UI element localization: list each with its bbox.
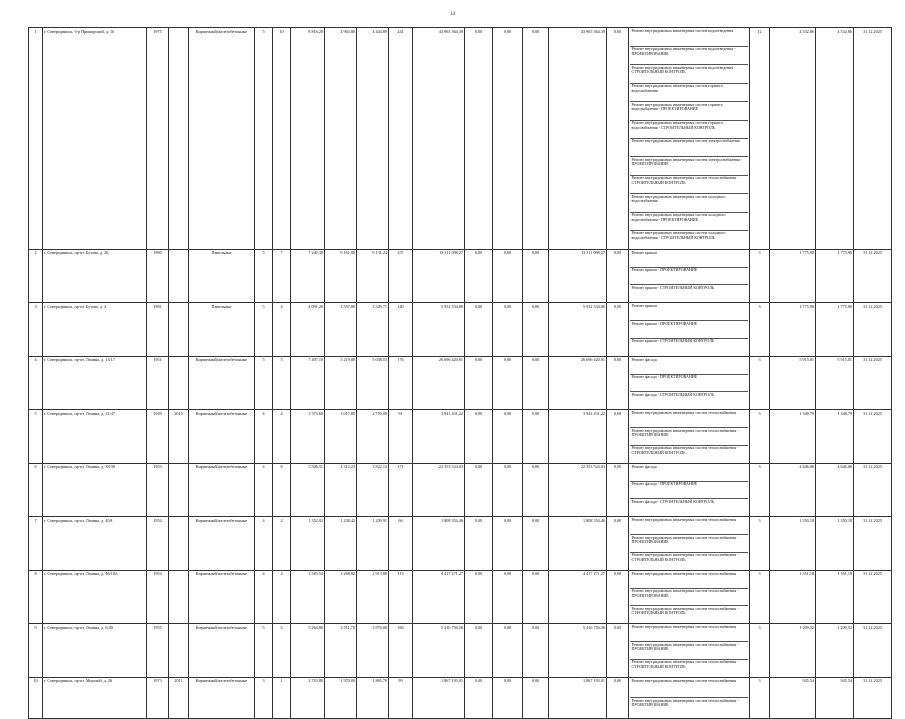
cell-row-number: 3 [29, 303, 43, 357]
cell-wall-material: Кирпичный/железобетонные [189, 677, 255, 718]
cell-max-cost: 4 532,86 [816, 28, 854, 250]
cell-cost-total: 43 965 364,39 [413, 28, 465, 250]
work-type-line: Ремонт внутридомовых инженерных систем теплоснабжения - СТРОИТЕЛЬНЫЙ КОНТРОЛЬ [631, 659, 739, 669]
cell-area-residential: 2 750,00 [357, 410, 389, 464]
cell-area-total: 4 091,20 [291, 303, 325, 357]
work-type-line: Ремонт внутридомовых инженерных систем теплоснабжения - ПРОЕКТИРОВАНИЕ [630, 535, 748, 553]
cell-fund-owners: 43 965 364,39 [549, 28, 607, 250]
cell-fund-other: 0,00 [607, 303, 629, 357]
cell-fund-other: 0,00 [607, 677, 629, 718]
cell-year-reconstructed [169, 28, 189, 250]
cell-wall-material: Кирпичный/железобетонные [189, 570, 255, 624]
cell-resident-count: 113 [389, 570, 413, 624]
cell-work-count: 3 [750, 463, 770, 517]
cell-address: г. Северодвинск, б-р Приморский, д. 16 [43, 28, 147, 250]
cell-resident-count: 169 [389, 624, 413, 678]
cell-cost-total: 3 941 431,22 [413, 410, 465, 464]
cell-cost-total: 1 808 354,46 [413, 517, 465, 571]
cell-fund-owners: 5 932 534,80 [549, 303, 607, 357]
cell-year-reconstructed [169, 463, 189, 517]
cell-floor-count: 5 [255, 356, 273, 410]
work-type-line: Ремонт крыши - ПРОЕКТИРОВАНИЕ [630, 268, 748, 286]
cell-address: г. Северодвинск, пр-кт. Ленина, д. 6/49 [43, 624, 147, 678]
cell-unit-cost: 1 775,90 [770, 303, 816, 357]
cell-fund-a: 0,00 [465, 356, 493, 410]
cell-work-count: 3 [750, 249, 770, 303]
cell-cost-total: 13 311 098,27 [413, 249, 465, 303]
cell-fund-c: 0,00 [523, 677, 549, 718]
cell-fund-c: 0,00 [523, 249, 549, 303]
cell-deadline: 31.12.2025 [854, 28, 892, 250]
cell-entrance-count: 2 [273, 517, 291, 571]
cell-fund-other: 0,00 [607, 410, 629, 464]
cell-year-built: 1954 [147, 517, 169, 571]
table-row [29, 570, 892, 624]
table-body [29, 28, 892, 719]
cell-area-residential: 5 038,53 [357, 356, 389, 410]
work-type-line: Ремонт внутридомовых инженерных систем водоотведения [630, 29, 748, 47]
cell-max-cost: 1 348,79 [816, 410, 854, 464]
cell-area-living: 1 238,42 [325, 517, 357, 571]
work-type-line: Ремонт внутридомовых инженерных систем теплоснабжения - СТРОИТЕЛЬНЫЙ КОНТРОЛЬ [631, 445, 739, 455]
cell-fund-c: 0,00 [523, 624, 549, 678]
cell-max-cost: 1 775,90 [816, 303, 854, 357]
cell-area-residential: 2 913,88 [357, 570, 389, 624]
cell-row-number: 7 [29, 517, 43, 571]
cell-row-number: 10 [29, 677, 43, 718]
cell-floor-count: 5 [255, 28, 273, 250]
work-type-line: Ремонт внутридомовых инженерных систем теплоснабжения [630, 518, 748, 536]
work-type-line: Ремонт фасада - СТРОИТЕЛЬНЫЙ КОНТРОЛЬ [631, 499, 715, 504]
cell-area-total: 8 816,20 [291, 28, 325, 250]
cell-area-total: 7 240,30 [291, 249, 325, 303]
cell-fund-other: 0,00 [607, 624, 629, 678]
cell-address: г. Северодвинск, пр-кт. Ленина, д. 46/102 [43, 570, 147, 624]
cell-address: г. Северодвинск, пр-кт. Ленина, д. 13/17 [43, 356, 147, 410]
cell-deadline: 31.12.2025 [854, 303, 892, 357]
cell-max-cost: 1 351,18 [816, 570, 854, 624]
cell-fund-c: 0,00 [523, 303, 549, 357]
work-type-line: Ремонт внутридомовых инженерных систем электроснабжения [630, 139, 748, 157]
cell-year-reconstructed [169, 570, 189, 624]
cell-deadline: 31.12.2025 [854, 463, 892, 517]
cell-fund-c: 0,00 [523, 517, 549, 571]
cell-unit-cost: 4 532,86 [770, 28, 816, 250]
cell-fund-owners: 13 311 098,27 [549, 249, 607, 303]
work-type-line: Ремонт внутридомовых инженерных систем электроснабжения - ПРОЕКТИРОВАНИЕ [630, 157, 748, 175]
cell-floor-count: 5 [255, 249, 273, 303]
cell-area-residential: 3 976,00 [357, 624, 389, 678]
cell-year-reconstructed [169, 356, 189, 410]
work-type-line: Ремонт крыши - СТРОИТЕЛЬНЫЙ КОНТРОЛЬ [631, 338, 715, 344]
work-type-line: Ремонт фасада [630, 357, 748, 375]
cell-wall-material: Кирпичный/железобетонные [189, 517, 255, 571]
cell-year-reconstructed [169, 303, 189, 357]
cell-work-count: 3 [750, 356, 770, 410]
cell-area-total: 2 719,80 [291, 677, 325, 718]
cell-address: г. Северодвинск, пр-кт. Ленина, д. 21/47 [43, 410, 147, 464]
cell-year-built: 1953 [147, 463, 169, 517]
table-row [29, 303, 892, 357]
work-type-line: Ремонт внутридомовых инженерных систем теплоснабжения [630, 678, 748, 698]
work-type-line: Ремонт крыши - ПРОЕКТИРОВАНИЕ [630, 321, 748, 339]
cell-fund-a: 0,00 [465, 303, 493, 357]
cell-resident-count: 91 [389, 410, 413, 464]
cell-wall-material: Кирпичный/железобетонные [189, 410, 255, 464]
cell-area-total: 1 352,02 [291, 517, 325, 571]
cell-wall-material: Кирпичный/железобетонные [189, 28, 255, 250]
cell-wall-material: Панельные [189, 303, 255, 357]
cell-floor-count: 4 [255, 517, 273, 571]
work-type-line: Ремонт внутридомовых инженерных систем теплоснабжения - ПРОЕКТИРОВАНИЕ [630, 642, 748, 660]
cell-area-residential: 1 209,91 [357, 517, 389, 571]
cell-row-number: 8 [29, 570, 43, 624]
cell-resident-count: 99 [389, 677, 413, 718]
table-row [29, 356, 892, 410]
cell-work-count: 3 [750, 410, 770, 464]
work-type-line: Ремонт внутридомовых инженерных систем холодного водоснабжения [630, 194, 748, 212]
cell-max-cost: 5 915,01 [816, 356, 854, 410]
cell-work-count: 3 [750, 303, 770, 357]
cell-fund-other: 0,00 [607, 356, 629, 410]
table-row [29, 677, 892, 718]
cell-cost-total: 22 353 524,03 [413, 463, 465, 517]
cell-address: г. Северодвинск, пр-кт. Бутова, д. 2Б [43, 249, 147, 303]
cell-max-cost: 945,54 [816, 677, 854, 718]
cell-floor-count: 4 [255, 463, 273, 517]
cell-fund-a: 0,00 [465, 410, 493, 464]
cell-wall-material: Кирпичный/железобетонные [189, 356, 255, 410]
cell-fund-other: 0,00 [607, 463, 629, 517]
table-row [29, 517, 892, 571]
cell-year-reconstructed [169, 517, 189, 571]
cell-fund-b: 0,00 [493, 356, 523, 410]
cell-work-types [629, 356, 750, 410]
cell-fund-b: 0,00 [493, 677, 523, 718]
cell-fund-a: 0,00 [465, 28, 493, 250]
cell-row-number: 9 [29, 624, 43, 678]
table-row [29, 249, 892, 303]
cell-year-built: 1980 [147, 249, 169, 303]
cell-work-count: 3 [750, 517, 770, 571]
work-type-line: Ремонт внутридомовых инженерных систем холодного водоснабжения - СТРОИТЕЛЬНЫЙ КОНТРОЛЬ [631, 230, 726, 241]
cell-resident-count: 140 [389, 303, 413, 357]
work-type-line: Ремонт фасада - СТРОИТЕЛЬНЫЙ КОНТРОЛЬ [631, 392, 715, 397]
cell-fund-a: 0,00 [465, 677, 493, 718]
cell-year-built: 1955 [147, 624, 169, 678]
cell-fund-b: 0,00 [493, 249, 523, 303]
cell-fund-b: 0,00 [493, 570, 523, 624]
work-type-line: Ремонт внутридомовых инженерных систем горячего водоснабжения - СТРОИТЕЛЬНЫЙ КОНТРОЛЬ [630, 121, 748, 139]
cell-address: г. Северодвинск, пр-кт. Бутова, д. 4 [43, 303, 147, 357]
cell-area-living: 5 219,00 [325, 356, 357, 410]
cell-cost-total: 5 416 756,56 [413, 624, 465, 678]
cell-wall-material: Кирпичный/железобетонные [189, 463, 255, 517]
cell-area-total: 3 583,54 [291, 570, 325, 624]
cell-max-cost: 1 775,90 [816, 249, 854, 303]
cell-floor-count: 5 [255, 303, 273, 357]
cell-address: г. Северодвинск, пр-кт. Морской, д. 26 [43, 677, 147, 718]
cell-unit-cost: 5 915,01 [770, 356, 816, 410]
repair-program-table [28, 27, 892, 719]
cell-resident-count: 257 [389, 249, 413, 303]
page-number: 14 [450, 12, 455, 17]
cell-area-total: 5 506,51 [291, 463, 325, 517]
cell-work-types [629, 570, 750, 624]
cell-unit-cost: 1 775,90 [770, 249, 816, 303]
cell-area-living: 1 970,00 [325, 677, 357, 718]
cell-year-built: 1949 [147, 410, 169, 464]
cell-fund-b: 0,00 [493, 624, 523, 678]
work-type-line: Ремонт внутридомовых инженерных систем теплоснабжения [630, 411, 748, 429]
cell-entrance-count: 5 [273, 356, 291, 410]
work-type-line: Ремонт фасада [630, 464, 748, 482]
cell-deadline: 31.12.2025 [854, 677, 892, 718]
cell-year-built: 1973 [147, 677, 169, 718]
cell-unit-cost: 945,54 [770, 677, 816, 718]
cell-floor-count: 5 [255, 624, 273, 678]
cell-work-count: 3 [750, 624, 770, 678]
table-row [29, 28, 892, 250]
cell-resident-count: 66 [389, 517, 413, 571]
cell-fund-owners: 1 808 354,46 [549, 517, 607, 571]
work-type-line: Ремонт внутридомовых инженерных систем водоотведения - ПРОЕКТИРОВАНИЕ [630, 47, 748, 65]
cell-work-count: 12 [750, 28, 770, 250]
work-type-line: Ремонт внутридомовых инженерных систем теплоснабжения [630, 625, 748, 643]
cell-deadline: 31.12.2025 [854, 356, 892, 410]
cell-deadline: 31.12.2025 [854, 410, 892, 464]
cell-area-living: 3 268,82 [325, 570, 357, 624]
cell-entrance-count: 1 [273, 677, 291, 718]
cell-unit-cost: 1 350,18 [770, 517, 816, 571]
work-type-line: Ремонт внутридомовых инженерных систем горячего водоснабжения - ПРОЕКТИРОВАНИЕ [630, 102, 748, 120]
cell-wall-material: Панельные [189, 249, 255, 303]
cell-fund-other: 0,00 [607, 28, 629, 250]
cell-fund-b: 0,00 [493, 28, 523, 250]
cell-entrance-count: 4 [273, 303, 291, 357]
table-row [29, 410, 892, 464]
cell-fund-c: 0,00 [523, 28, 549, 250]
work-type-line: Ремонт крыши - СТРОИТЕЛЬНЫЙ КОНТРОЛЬ [631, 285, 715, 290]
cell-area-living: 6 161,90 [325, 249, 357, 303]
cell-area-living: 3 017,80 [325, 410, 357, 464]
cell-fund-b: 0,00 [493, 410, 523, 464]
cell-fund-b: 0,00 [493, 463, 523, 517]
cell-fund-other: 0,00 [607, 517, 629, 571]
cell-fund-owners: 4 417 271,27 [549, 570, 607, 624]
cell-fund-a: 0,00 [465, 624, 493, 678]
cell-entrance-count: 4 [273, 410, 291, 464]
work-type-line: Ремонт внутридомовых инженерных систем теплоснабжения - ПРОЕКТИРОВАНИЕ [630, 589, 748, 607]
cell-fund-owners: 22 353 524,03 [549, 463, 607, 517]
cell-area-residential: 3 349,71 [357, 303, 389, 357]
cell-work-types [629, 463, 750, 517]
cell-fund-owners: 3 941 431,22 [549, 410, 607, 464]
cell-deadline: 31.12.2025 [854, 624, 892, 678]
cell-resident-count: 241 [389, 28, 413, 250]
cell-fund-c: 0,00 [523, 463, 549, 517]
cell-work-types [629, 303, 750, 357]
cell-address: г. Северодвинск, пр-кт. Ленина, д. 38/39 [43, 463, 147, 517]
cell-max-cost: 1 350,18 [816, 517, 854, 571]
cell-fund-owners: 26 696 420,91 [549, 356, 607, 410]
work-type-line: Ремонт внутридомовых инженерных систем теплоснабжения - СТРОИТЕЛЬНЫЙ КОНТРОЛЬ [630, 176, 748, 194]
cell-area-residential: 1 865,70 [357, 677, 389, 718]
cell-year-reconstructed: 2011 [169, 677, 189, 718]
cell-deadline: 31.12.2025 [854, 570, 892, 624]
cell-resident-count: 176 [389, 356, 413, 410]
cell-entrance-count: 7 [273, 249, 291, 303]
cell-fund-owners: 5 416 756,56 [549, 624, 607, 678]
table-row [29, 624, 892, 678]
work-type-line: Ремонт крыши [630, 250, 748, 268]
cell-area-residential: 4 444,89 [357, 28, 389, 250]
cell-fund-b: 0,00 [493, 303, 523, 357]
cell-deadline: 31.12.2025 [854, 517, 892, 571]
cell-work-types [629, 624, 750, 678]
work-type-line: Ремонт внутридомовых инженерных систем водоотведения - СТРОИТЕЛЬНЫЙ КОНТРОЛЬ [630, 65, 748, 83]
cell-year-built: 1954 [147, 570, 169, 624]
cell-fund-c: 0,00 [523, 356, 549, 410]
cell-resident-count: 171 [389, 463, 413, 517]
cell-wall-material: Кирпичный/железобетонные [189, 624, 255, 678]
cell-year-reconstructed [169, 624, 189, 678]
cell-entrance-count: 8 [273, 463, 291, 517]
cell-area-residential: 3 822,12 [357, 463, 389, 517]
cell-area-total: 3 373,60 [291, 410, 325, 464]
cell-cost-total: 5 932 534,80 [413, 303, 465, 357]
cell-year-built: 1975 [147, 28, 169, 250]
cell-year-reconstructed: 2015 [169, 410, 189, 464]
work-type-line: Ремонт внутридомовых инженерных систем теплоснабжения - СТРОИТЕЛЬНЫЙ КОНТРОЛЬ [631, 606, 739, 616]
cell-row-number: 1 [29, 28, 43, 250]
cell-area-living: 4 312,23 [325, 463, 357, 517]
cell-area-total: 7 407,10 [291, 356, 325, 410]
cell-fund-a: 0,00 [465, 517, 493, 571]
table-row [29, 463, 892, 517]
cell-year-built: 1951 [147, 356, 169, 410]
cell-row-number: 4 [29, 356, 43, 410]
cell-work-types [629, 28, 750, 250]
work-type-line: Ремонт внутридомовых инженерных систем теплоснабжения - СТРОИТЕЛЬНЫЙ КОНТРОЛЬ [631, 552, 739, 562]
cell-unit-cost: 1 351,18 [770, 570, 816, 624]
cell-floor-count: 4 [255, 570, 273, 624]
cell-work-count: 3 [750, 677, 770, 718]
cell-fund-other: 0,00 [607, 249, 629, 303]
cell-area-living: 4 963,80 [325, 28, 357, 250]
cell-area-living: 3 557,80 [325, 303, 357, 357]
cell-area-total: 5 264,80 [291, 624, 325, 678]
work-type-line: Ремонт внутридомовых инженерных систем горячего водоснабжения [630, 84, 748, 102]
cell-cost-total: 26 696 420,91 [413, 356, 465, 410]
cell-fund-other: 0,00 [607, 570, 629, 624]
cell-year-reconstructed [169, 249, 189, 303]
cell-work-types [629, 410, 750, 464]
cell-address: г. Северодвинск, пр-кт. Ленина, д. 40А [43, 517, 147, 571]
cell-entrance-count: 4 [273, 570, 291, 624]
cell-entrance-count: 5 [273, 624, 291, 678]
cell-work-types [629, 249, 750, 303]
cell-fund-a: 0,00 [465, 570, 493, 624]
cell-year-built: 1981 [147, 303, 169, 357]
cell-fund-c: 0,00 [523, 570, 549, 624]
cell-deadline: 31.12.2025 [854, 249, 892, 303]
work-type-line: Ремонт фасада - ПРОЕКТИРОВАНИЕ [630, 375, 748, 393]
cell-cost-total: 4 417 271,27 [413, 570, 465, 624]
cell-fund-a: 0,00 [465, 463, 493, 517]
cell-work-types [629, 677, 750, 718]
cell-work-types [629, 517, 750, 571]
cell-row-number: 5 [29, 410, 43, 464]
cell-area-residential: 6 131,24 [357, 249, 389, 303]
work-type-line: Ремонт внутридомовых инженерных систем холодного водоснабжения - ПРОЕКТИРОВАНИЕ [630, 213, 748, 231]
cell-fund-c: 0,00 [523, 410, 549, 464]
cell-row-number: 2 [29, 249, 43, 303]
cell-unit-cost: 1 348,79 [770, 410, 816, 464]
cell-floor-count: 3 [255, 677, 273, 718]
cell-max-cost: 4 646,06 [816, 463, 854, 517]
cell-work-count: 3 [750, 570, 770, 624]
work-type-line: Ремонт внутридомовых инженерных систем теплоснабжения - ПРОЕКТИРОВАНИЕ [631, 698, 739, 708]
cell-floor-count: 4 [255, 410, 273, 464]
cell-area-living: 4 511,70 [325, 624, 357, 678]
cell-fund-a: 0,00 [465, 249, 493, 303]
cell-entrance-count: 10 [273, 28, 291, 250]
work-type-line: Ремонт фасада - ПРОЕКТИРОВАНИЕ [630, 482, 748, 500]
cell-row-number: 6 [29, 463, 43, 517]
work-type-line: Ремонт внутридомовых инженерных систем теплоснабжения - ПРОЕКТИРОВАНИЕ [630, 428, 748, 446]
cell-fund-owners: 1 867 193,01 [549, 677, 607, 718]
cell-unit-cost: 1 209,52 [770, 624, 816, 678]
work-type-line: Ремонт внутридомовых инженерных систем теплоснабжения [630, 571, 748, 589]
cell-fund-b: 0,00 [493, 517, 523, 571]
cell-max-cost: 1 209,52 [816, 624, 854, 678]
cell-cost-total: 1 867 193,01 [413, 677, 465, 718]
work-type-line: Ремонт крыши [630, 304, 748, 322]
cell-unit-cost: 4 646,06 [770, 463, 816, 517]
